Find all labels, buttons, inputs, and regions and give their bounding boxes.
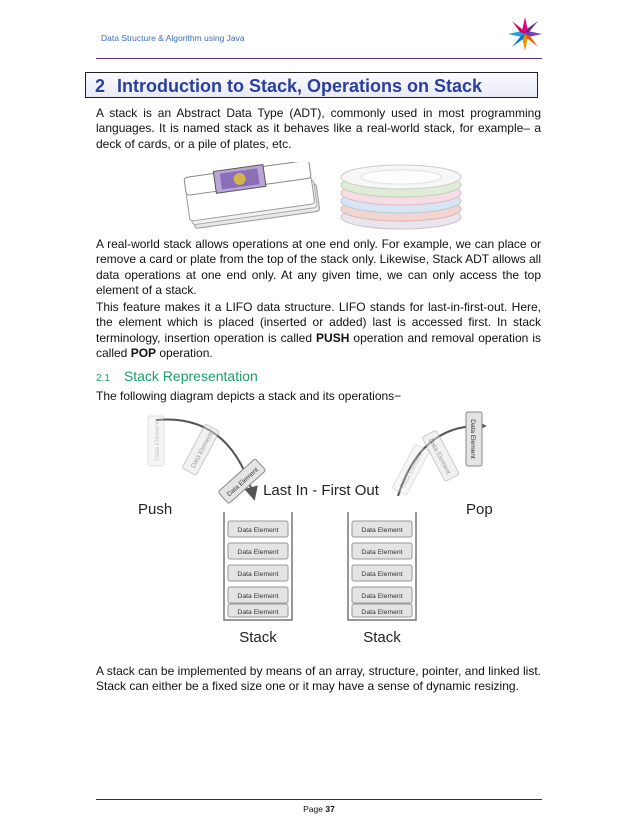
chapter-title-text: Introduction to Stack, Operations on Stack [117, 76, 483, 96]
left-stack-elements [228, 521, 288, 617]
section-title: Stack Representation [123, 368, 258, 384]
lifo-text-b: operation and removal operation is called [96, 330, 541, 361]
pop-element-faded-1 [392, 444, 430, 496]
pop-keyword: POP [130, 346, 157, 361]
left-stack-element-2-label: Data Element [237, 549, 279, 556]
lifo-text-c: operation. [156, 346, 213, 361]
push-element-label: Data Element [225, 466, 260, 499]
pop-label: Pop [466, 501, 493, 518]
left-stack-element-4 [228, 587, 288, 603]
push-element-faded-2-label: Data Element [189, 431, 215, 470]
implementation-paragraph: A stack can be implemented by means of an array, structure, pointer, and linked list. Stack can either be a fixed size one or it may have a sense of dynamic resizing. [96, 664, 541, 694]
push-element-faded-2 [182, 424, 220, 476]
left-stack-element-1-label: Data Element [237, 527, 279, 534]
intro-paragraph: A stack is an Abstract Data Type (ADT), commonly used in most programming languages. It is named stack as it behaves like a real-world stack, for example– a deck of cards, or a pile of plates, etc. [96, 106, 541, 151]
push-keyword: PUSH [316, 330, 350, 345]
right-stack-element-4 [352, 587, 412, 603]
left-stack-element-5-label: Data Element [237, 609, 279, 616]
chapter-number: 2 [95, 76, 106, 96]
right-stack-element-5-label: Data Element [361, 609, 403, 616]
page-footer [0, 804, 638, 814]
section-heading [96, 368, 258, 384]
right-stack-elements [352, 521, 412, 617]
chapter-heading [85, 72, 538, 98]
left-stack-element-3 [228, 565, 288, 581]
right-stack-element-1 [352, 521, 412, 537]
right-stack-element-5 [352, 604, 412, 617]
right-stack-element-4-label: Data Element [361, 593, 403, 600]
push-element-faded-1-label: Data Element [154, 421, 161, 461]
left-stack-element-4-label: Data Element [237, 593, 279, 600]
stack-diagram [136, 408, 506, 658]
right-stack-element-2-label: Data Element [361, 549, 403, 556]
left-stack-element-3-label: Data Element [237, 571, 279, 578]
real-world-paragraph: A real-world stack allows operations at one end only. For example, we can place or remove a card or plate from the top of the stack only. Likewise, Stack ADT allows all data operations at one end only. At any given time, we can only access the top element of a stack. [96, 237, 541, 298]
diagram-intro-paragraph: The following diagram depicts a stack and its operations− [96, 389, 402, 403]
deck-of-cards-image [180, 162, 330, 232]
footer-rule [96, 799, 542, 800]
push-label: Push [138, 501, 173, 518]
left-stack-element-2 [228, 543, 288, 559]
right-stack-element-1-label: Data Element [361, 527, 403, 534]
right-stack-element-3-label: Data Element [361, 571, 403, 578]
publisher-logo [506, 15, 544, 53]
lifo-title: Last In - First Out [263, 482, 379, 499]
left-stack-element-1 [228, 521, 288, 537]
header-rule [96, 58, 542, 59]
page-number: 37 [325, 804, 335, 814]
push-element-faded-1 [148, 416, 164, 466]
page-label: Page [303, 804, 323, 814]
pop-element-faded-1-label: Data Element [399, 451, 425, 490]
right-stack-element-2 [352, 543, 412, 559]
left-stack-element-5 [228, 604, 288, 617]
right-stack-label: Stack [363, 629, 401, 646]
lifo-paragraph [96, 300, 541, 362]
pop-element [466, 412, 482, 466]
pile-of-plates-image [338, 155, 464, 233]
section-number: 2.1 [96, 373, 110, 384]
chapter-title [95, 76, 482, 97]
right-stack-element-3 [352, 565, 412, 581]
lifo-text-a: This feature makes it a LIFO data structure. LIFO stands for last-in-first-out. Here, the element which is placed (inserted or added) last is accessed first. In stack terminology, insertion operation is called [96, 300, 541, 345]
pop-element-label: Data Element [469, 419, 476, 459]
running-header: Data Structure & Algorithm using Java [101, 33, 245, 43]
left-stack-label: Stack [239, 629, 277, 646]
pop-element-faded-2-label: Data Element [427, 437, 452, 476]
